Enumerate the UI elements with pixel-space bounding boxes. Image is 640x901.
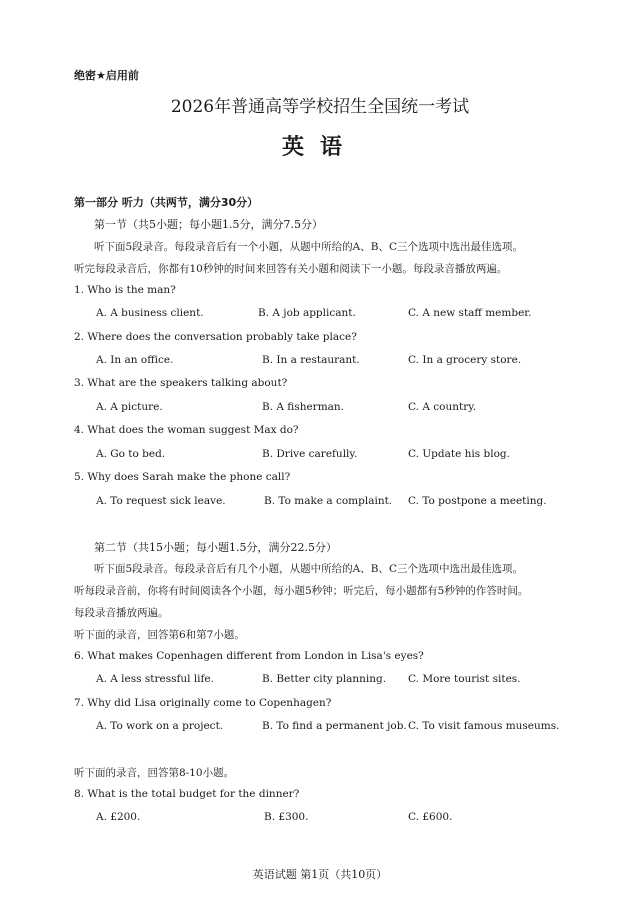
q4-option-c: C. Update his blog. (408, 448, 510, 460)
question-5: 5. Why does Sarah make the phone call? (74, 471, 291, 483)
q2-option-b: B. In a restaurant. (262, 354, 360, 366)
q2-option-a: A. In an office. (96, 354, 174, 366)
group1-intro: 听下面的录音，回答第6和第7小题。 (74, 629, 245, 641)
q7-option-b: B. To find a permanent job. (262, 720, 407, 732)
q8-option-a: A. £200. (96, 811, 141, 823)
group2-intro: 听下面的录音，回答第8-10小题。 (74, 767, 235, 779)
q1-option-b: B. A job applicant. (258, 307, 356, 319)
exam-title: 2026年普通高等学校招生全国统一考试 (170, 97, 470, 117)
question-2: 2. Where does the conversation probably take place? (74, 331, 357, 343)
q4-option-a: A. Go to bed. (96, 448, 166, 460)
q6-option-a: A. A less stressful life. (96, 673, 214, 685)
q1-option-c: C. A new staff member. (408, 307, 532, 319)
q7-option-c: C. To visit famous museums. (408, 720, 560, 732)
section2-instruction-3: 每段录音播放两遍。 (74, 607, 169, 619)
page-footer: 英语试题 第1页（共10页） (252, 868, 388, 881)
confidential-label: 绝密★启用前 (74, 69, 139, 82)
q5-option-b: B. To make a complaint. (264, 495, 393, 507)
question-4: 4. What does the woman suggest Max do? (74, 424, 299, 436)
q3-option-b: B. A fisherman. (262, 401, 345, 413)
question-7: 7. Why did Lisa originally come to Copenhagen? (74, 697, 332, 709)
q8-option-b: B. £300. (264, 811, 309, 823)
q5-option-a: A. To request sick leave. (96, 495, 226, 507)
q1-option-a: A. A business client. (96, 307, 204, 319)
question-8: 8. What is the total budget for the dinner? (74, 788, 300, 800)
question-3: 3. What are the speakers talking about? (74, 377, 288, 389)
section2-heading: 第二节（共15小题；每小题1.5分，满分22.5分） (94, 541, 337, 554)
section2-instruction-1: 听下面5段录音。每段录音后有几个小题，从题中所给的A、B、C三个选项中选出最佳选项。 (94, 563, 524, 575)
q6-option-b: B. Better city planning. (262, 673, 387, 685)
q6-option-c: C. More tourist sites. (408, 673, 521, 685)
q3-option-c: C. A country. (408, 401, 477, 413)
section1-instruction-2: 听完每段录音后，你都有10秒钟的时间来回答有关小题和阅读下一小题。每段录音播放两遍。 (74, 263, 508, 275)
q3-option-a: A. A picture. (96, 401, 163, 413)
part1-heading: 第一部分 听力（共两节，满分30分） (74, 196, 259, 209)
question-1: 1. Who is the man? (74, 284, 176, 296)
q7-option-a: A. To work on a project. (96, 720, 224, 732)
q8-option-c: C. £600. (408, 811, 453, 823)
q4-option-b: B. Drive carefully. (262, 448, 358, 460)
section1-heading: 第一节（共5小题；每小题1.5分，满分7.5分） (94, 218, 323, 231)
subject-title: 英语 (281, 135, 358, 160)
section2-instruction-2: 听每段录音前，你将有时间阅读各个小题，每小题5秒钟；听完后，每小题都有5秒钟的作答时间。 (74, 585, 529, 597)
question-6: 6. What makes Copenhagen different from London in Lisa's eyes? (74, 650, 424, 662)
q5-option-c: C. To postpone a meeting. (408, 495, 547, 507)
q2-option-c: C. In a grocery store. (408, 354, 522, 366)
section1-instruction-1: 听下面5段录音。每段录音后有一个小题，从题中所给的A、B、C三个选项中选出最佳选项。 (94, 241, 524, 253)
